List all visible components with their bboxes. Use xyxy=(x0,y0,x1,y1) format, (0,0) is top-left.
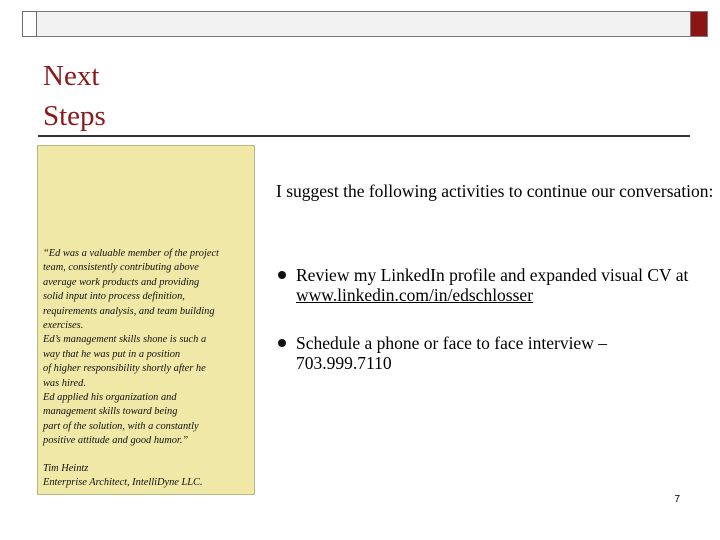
quote-line: requirements analysis, and team building xyxy=(43,305,215,317)
linkedin-link[interactable]: www.linkedin.com/in/edschlosser xyxy=(296,285,534,305)
testimonial-quote xyxy=(43,247,253,449)
quote-line: solid input into process definition, xyxy=(43,291,185,303)
slide-title xyxy=(43,56,343,136)
header-bar xyxy=(22,11,707,37)
header-right-accent xyxy=(690,11,708,37)
bullet-text: Review my LinkedIn profile and expanded visual CV at xyxy=(296,265,689,285)
quote-line: management skills toward being xyxy=(43,406,178,418)
quote-line: team, consistently contributing above xyxy=(43,262,199,274)
quote-line: “Ed was a valuable member of the project xyxy=(43,248,219,259)
intro-text: I suggest the following activities to continue our conversation: xyxy=(276,181,714,201)
bullet-text: Schedule a phone or face to face interview – 703.999.7110 xyxy=(296,333,607,373)
quote-line: of higher responsibility shortly after he xyxy=(43,363,206,375)
quote-line: average work products and providing xyxy=(43,276,200,288)
list-item xyxy=(274,333,704,373)
page-number: 7 xyxy=(674,494,680,505)
quote-line: was hired. xyxy=(43,377,86,389)
title-line-2: Steps xyxy=(43,100,106,132)
quote-line: way that he was put in a position xyxy=(43,348,181,360)
bullet-icon xyxy=(278,271,286,279)
quote-line: Ed applied his organization and xyxy=(43,392,177,404)
header-left-accent xyxy=(22,11,37,37)
quote-line: part of the solution, with a constantly xyxy=(43,420,199,432)
title-line-1: Next xyxy=(43,60,100,92)
quote-line: Ed’s management skills shone is such a xyxy=(43,334,207,346)
quote-line: positive attitude and good humor.” xyxy=(43,435,189,447)
bullet-icon xyxy=(278,339,286,347)
list-item xyxy=(274,265,704,305)
title-divider xyxy=(38,135,690,137)
testimonial-attribution xyxy=(43,462,253,491)
testimonial-author: Tim Heintz xyxy=(43,463,89,474)
testimonial-author-title: Enterprise Architect, IntelliDyne LLC. xyxy=(43,477,203,489)
next-steps-list xyxy=(274,265,704,373)
quote-line: exercises. xyxy=(43,320,84,332)
